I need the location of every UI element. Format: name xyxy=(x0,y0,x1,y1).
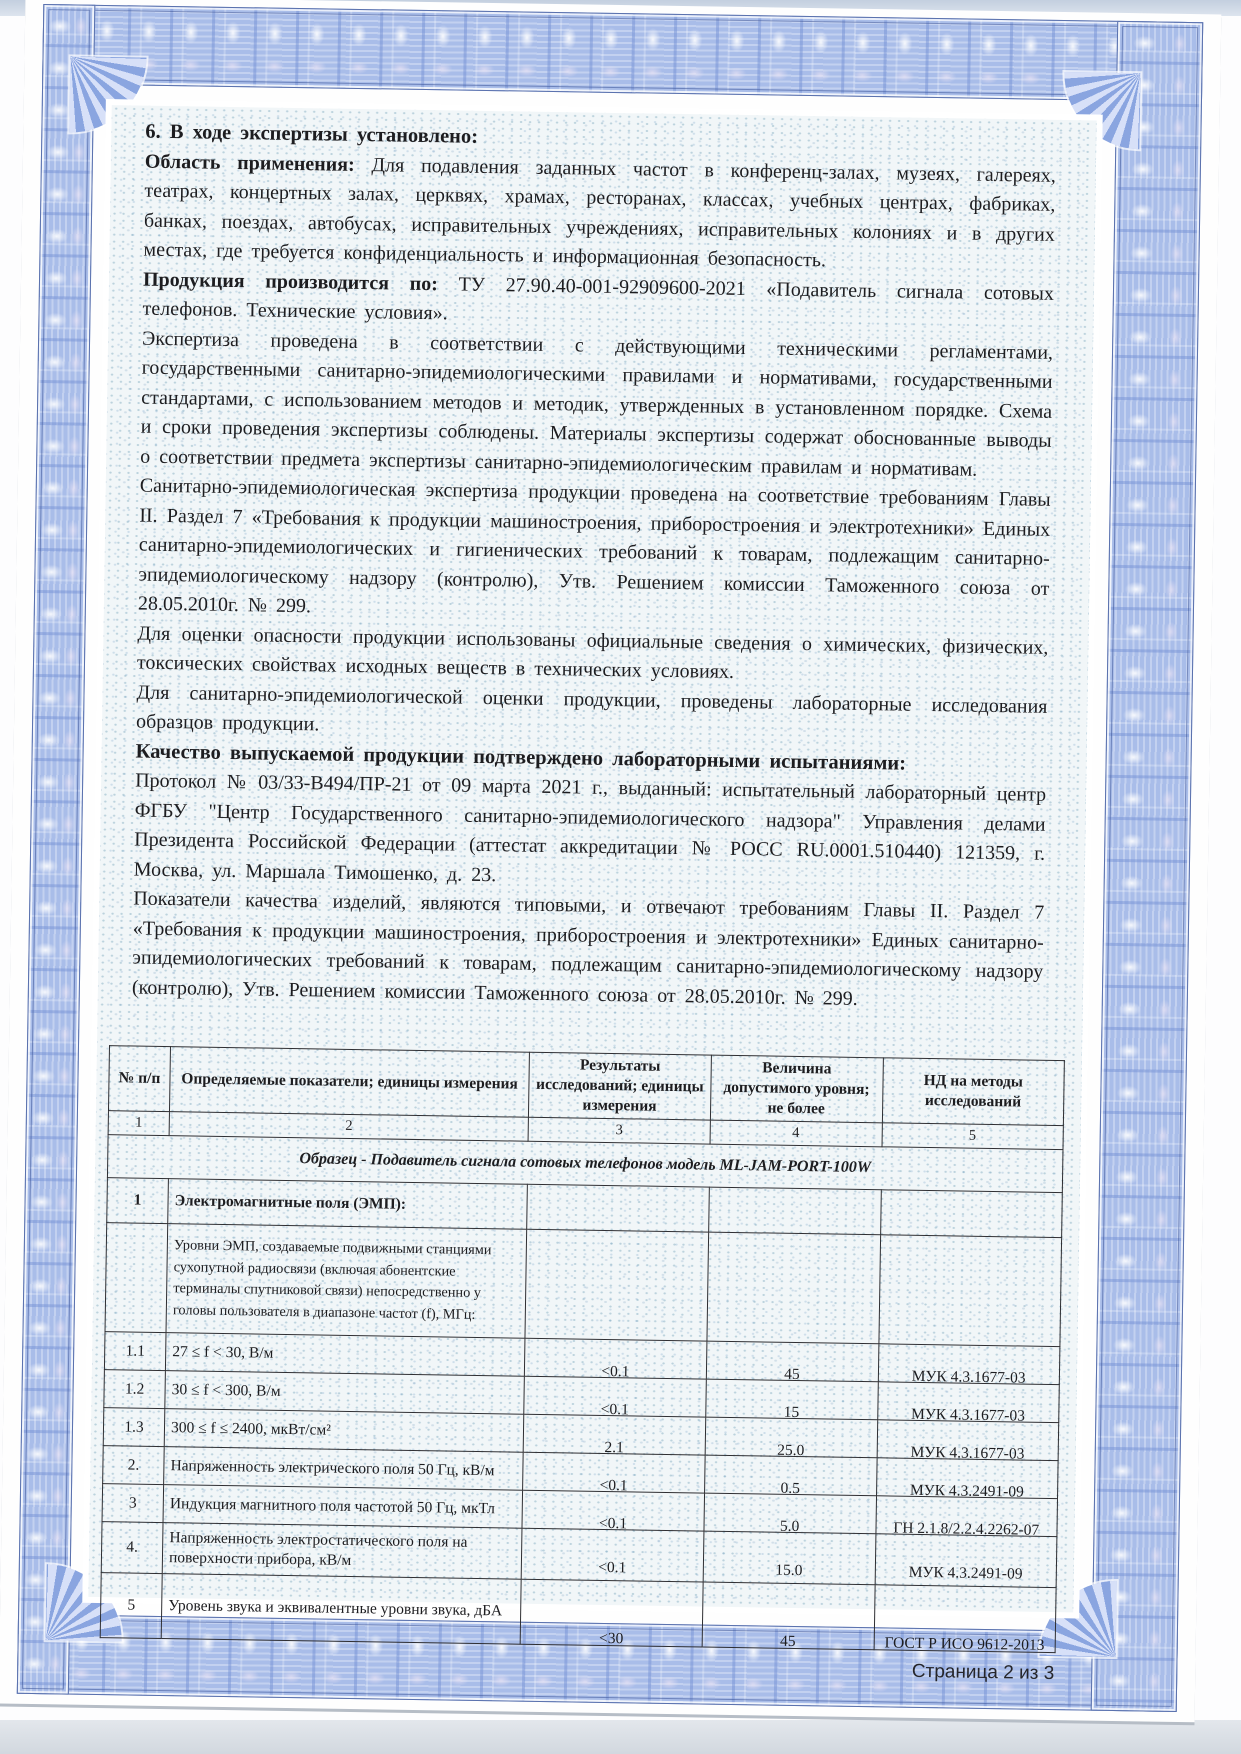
paragraph-application xyxy=(143,147,1056,279)
row-result: <0.1 xyxy=(598,1514,628,1533)
guilloche-border-right xyxy=(1091,21,1204,1712)
paragraph-quality-indicators: Показатели качества изделий, являются типовыми, и отвечают требованиям Главы II. Раздел 7 «Требования к продукции машиностроения, приборостроения и электротехники» Единых санитарно-эпидемиологических требований к товарам, подлежащим санитарно-эпидемиологическому надзору (контролю), Утв. Решением комиссии Таможенного союза от 28.05.2010г. № 299. xyxy=(131,887,1045,1010)
row-label: Уровень звука и эквивалентные уровни звука, дБА xyxy=(161,1574,521,1645)
row-result: <0.1 xyxy=(600,1400,629,1419)
row-num: 1.3 xyxy=(103,1408,165,1447)
row-num: 1 xyxy=(107,1178,169,1224)
row-num: 2. xyxy=(103,1446,165,1485)
paragraph-expertise: Экспертиза проведена в соответствии с действующими техническими регламентами, государственными санитарно-эпидемиологическими правилами и нормативами, государственными стандартами, с использованием методов и методик, утвержденных в установленном порядке. Схема и сроки проведения экспертизы соблюдены. Материалы экспертизы содержат обоснованные выводы о соответствии предмета экспертизы санитарно-эпидемиологическим правилам и нормативам. xyxy=(140,327,1054,481)
row-num: 4. xyxy=(101,1522,163,1574)
row-label: Уровни ЭМП, создаваемые подвижными станциями сухопутной радиосвязи (включая абонентские терминалы спутниковой связи) непосредственно у головы пользователя в диапазоне частот (f), МГц: xyxy=(166,1224,527,1339)
row-allowed: 25.0 xyxy=(777,1441,805,1459)
table-row xyxy=(105,1223,1062,1347)
row-result: 2.1 xyxy=(604,1438,625,1456)
guilloche-border-left xyxy=(17,4,96,1695)
paragraph-protocol: Протокол № 03/33-В494/ПР-21 от 09 марта 2021 г., выданный: испытательный лабораторный центр ФГБУ "Центр Государственного санитарно-эпидемиологического надзора" Управления делами Президента Российской Федерации (аттестат аккредитации № РОСС RU.0001.510440) 121359, г. Москва, ул. Маршала Тимошенко, д. 23. xyxy=(133,769,1047,886)
paragraph-lead: Область применения: xyxy=(144,150,355,176)
row-label: Напряженность электростатического поля на поверхности прибора, кВ/м xyxy=(162,1523,522,1580)
column-number: 1 xyxy=(108,1111,169,1136)
row-allowed: 15.0 xyxy=(775,1561,803,1580)
column-number: 3 xyxy=(528,1118,710,1145)
row-num: 3 xyxy=(102,1484,164,1523)
row-result: <0.1 xyxy=(601,1362,630,1381)
paragraph-sanitary: Санитарно-эпидемиологическая экспертиза продукции проведена на соответствие требованиям Главы II. Раздел 7 «Требования к продукции машиностроения, приборостроения и электротехники» Единых санитарно-эпидемиологических и гигиенических требований к товарам, подлежащим санитарно-эпидемиологическому надзору (контролю), Утв. Решением комиссии Таможенного союза от 28.05.2010г. № 299. xyxy=(137,474,1051,618)
row-num xyxy=(105,1223,168,1333)
paragraph-hazard: Для оценки опасности продукции использованы официальные сведения о химических, физических, токсических свойствах исходных веществ в технических условиях. xyxy=(136,622,1049,683)
row-label: Напряженность электрического поля 50 Гц, кВ/м xyxy=(164,1447,524,1491)
row-label: Индукция магнитного поля частотой 50 Гц, мкТл xyxy=(163,1485,523,1529)
paragraph-lab-research: Для санитарно-эпидемиологической оценки продукции, проведены лабораторные исследования образцов продукции. xyxy=(135,681,1048,736)
row-label: 300 ≤ f ≤ 2400, мкВт/см² xyxy=(164,1409,524,1453)
header-number: № п/п xyxy=(108,1046,170,1112)
paragraph-lead: Продукция производится по: xyxy=(142,268,439,295)
guilloche-border-top xyxy=(42,4,1203,102)
column-number: 5 xyxy=(882,1123,1064,1150)
quality-heading: Качество выпускаемой продукции подтверждено лабораторными испытаниями: xyxy=(135,740,907,775)
header-indicators: Определяемые показатели; единицы измерения xyxy=(170,1047,530,1118)
sample-caption: Образец - Подавитель сигнала сотовых телефонов модель ML-JAM-PORT-100W xyxy=(107,1135,1063,1193)
row-nd: МУК 4.3.2491-09 xyxy=(908,1563,1023,1583)
row-num: 1.2 xyxy=(104,1370,166,1409)
paragraph-text: ТУ 27.90.40-001-92909600-2021 «Подавитель сигнала сотовых телефонов. Технические условия». xyxy=(142,273,1055,325)
row-nd: МУК 4.3.2491-09 xyxy=(909,1481,1024,1501)
content-panel xyxy=(88,105,1096,1685)
section-heading: 6. В ходе экспертизы установлено: xyxy=(145,120,479,148)
row-num: 5 xyxy=(100,1573,162,1639)
row-nd: ГОСТ Р ИСО 9612-2013 xyxy=(884,1634,1045,1655)
row-label: 27 ≤ f < 30, В/м xyxy=(166,1333,526,1377)
row-label: Электромагнитные поля (ЭМП): xyxy=(168,1179,528,1230)
row-allowed: 5.0 xyxy=(779,1517,800,1535)
row-allowed: 45 xyxy=(784,1365,800,1383)
results-table xyxy=(100,1045,1065,1653)
header-allowed: Величина допустимого уровня; не более xyxy=(710,1055,883,1123)
header-nd: НД на методы исследований xyxy=(882,1058,1064,1126)
row-nd: МУК 4.3.1677-03 xyxy=(910,1443,1025,1463)
expertise-text-block xyxy=(97,105,1097,1052)
row-allowed: 45 xyxy=(779,1632,796,1651)
page-indicator: Страница 2 из 3 xyxy=(911,1661,1055,1685)
row-result: <0.1 xyxy=(599,1476,628,1495)
row-label: 30 ≤ f < 300, В/м xyxy=(165,1371,525,1415)
header-results: Результаты исследований; единицы измерения xyxy=(529,1052,711,1120)
row-nd: МУК 4.3.1677-03 xyxy=(911,1367,1026,1387)
row-nd: ГН 2.1.8/2.2.4.2262-07 xyxy=(893,1519,1040,1539)
column-number: 4 xyxy=(710,1121,882,1148)
row-result: <30 xyxy=(598,1630,624,1648)
row-result: <0.1 xyxy=(598,1559,627,1577)
column-number: 2 xyxy=(169,1112,528,1141)
scanner-edge-bottom xyxy=(0,1720,1241,1754)
row-nd: МУК 4.3.1677-03 xyxy=(910,1405,1026,1425)
row-allowed: 15 xyxy=(783,1403,800,1421)
row-allowed: 0.5 xyxy=(780,1479,801,1497)
paragraph-text: Для подавления заданных частот в конференц-залах, музеях, галереях, театрах, концертных залах, церквях, храмах, ресторанах, классах, учебных центрах, фабриках, банках, поездах, автобусах, исправительных учреждениях, исправительных колониях и в других местах, где требуется конфиденциальность и информационная безопасность. xyxy=(143,153,1056,272)
row-num: 1.1 xyxy=(104,1332,166,1371)
